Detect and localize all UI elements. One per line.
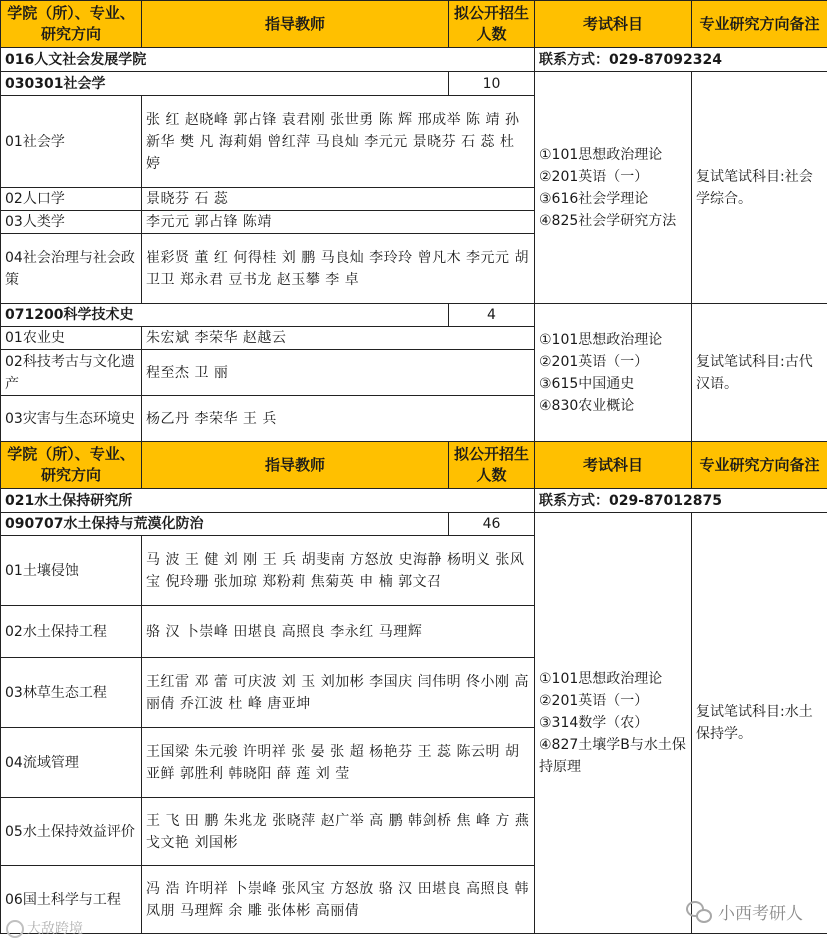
direction-name: 05水土保持效益评价 bbox=[1, 798, 142, 866]
header-exam-subjects: 考试科目 bbox=[535, 1, 692, 48]
direction-advisors: 马 波 王 健 刘 刚 王 兵 胡斐南 方怒放 史海静 杨明义 张风宝 倪玲珊 张加琼 郑粉莉 焦菊英 申 楠 郭文召 bbox=[142, 536, 535, 606]
major-quota: 10 bbox=[449, 72, 535, 96]
major-quota: 4 bbox=[449, 304, 535, 327]
college-name: 021水土保持研究所 bbox=[1, 489, 535, 513]
exam-subject: ③616社会学理论 bbox=[539, 190, 649, 207]
exam-subject: ①101思想政治理论 bbox=[539, 671, 663, 687]
direction-name: 01社会学 bbox=[1, 96, 142, 188]
header-college-major: 学院（所）、专业、研究方向 bbox=[1, 442, 142, 489]
wechat-icon bbox=[686, 901, 712, 923]
direction-advisors: 王国梁 朱元骏 许明祥 张 晏 张 超 杨艳芬 王 蕊 陈云明 胡亚鲜 郭胜利 韩晓阳 薛 莲 刘 莹 bbox=[142, 728, 535, 798]
major-name: 090707水土保持与荒漠化防治 bbox=[1, 513, 449, 536]
major-row bbox=[1, 72, 827, 96]
exam-subjects-cell bbox=[535, 72, 692, 304]
exam-subject: ②201英语（一） bbox=[539, 353, 649, 370]
notes-cell: 复试笔试科目:社会学综合。 bbox=[692, 72, 827, 304]
header-exam-subjects: 考试科目 bbox=[535, 442, 692, 489]
major-name: 030301社会学 bbox=[1, 72, 449, 96]
header-notes: 专业研究方向备注 bbox=[692, 1, 827, 48]
exam-subject: ②201英语（一） bbox=[539, 693, 649, 709]
direction-name: 04流域管理 bbox=[1, 728, 142, 798]
major-quota: 46 bbox=[449, 513, 535, 536]
watermark-left bbox=[6, 918, 83, 938]
watermark-right-text: 小西考研人 bbox=[718, 904, 803, 924]
direction-name: 03林草生态工程 bbox=[1, 658, 142, 728]
college-name: 016人文社会发展学院 bbox=[1, 48, 535, 72]
table-header-row bbox=[1, 1, 827, 48]
direction-advisors: 骆 汉 卜崇峰 田堪良 高照良 李永红 马理辉 bbox=[142, 606, 535, 658]
direction-advisors: 李元元 郭占锋 陈靖 bbox=[142, 211, 535, 234]
direction-name: 03灾害与生态环境史 bbox=[1, 396, 142, 442]
major-row bbox=[1, 304, 827, 327]
direction-name: 04社会治理与社会政策 bbox=[1, 234, 142, 304]
header-quota: 拟公开招生人数 bbox=[449, 1, 535, 48]
direction-name: 02水土保持工程 bbox=[1, 606, 142, 658]
notes-cell: 复试笔试科目:水土保持学。 bbox=[692, 513, 827, 934]
header-advisors: 指导教师 bbox=[142, 1, 449, 48]
header-quota: 拟公开招生人数 bbox=[449, 442, 535, 489]
header-college-major: 学院（所）、专业、研究方向 bbox=[1, 1, 142, 48]
direction-name: 01农业史 bbox=[1, 327, 142, 350]
major-row bbox=[1, 513, 827, 536]
direction-name: 01土壤侵蚀 bbox=[1, 536, 142, 606]
exam-subject: ①101思想政治理论 bbox=[539, 331, 663, 348]
direction-advisors: 朱宏斌 李荣华 赵越云 bbox=[142, 327, 535, 350]
exam-subjects-cell bbox=[535, 304, 692, 442]
watermark-logo-icon bbox=[6, 920, 24, 938]
exam-subject: ③615中国通史 bbox=[539, 375, 635, 392]
direction-advisors: 王 飞 田 鹏 朱兆龙 张晓萍 赵广举 高 鹏 韩剑桥 焦 峰 方 燕 戈文艳 刘国彬 bbox=[142, 798, 535, 866]
table-header-row bbox=[1, 442, 827, 489]
watermark-right bbox=[686, 899, 803, 924]
direction-name: 03人类学 bbox=[1, 211, 142, 234]
direction-advisors: 程至杰 卫 丽 bbox=[142, 350, 535, 396]
exam-subject: ①101思想政治理论 bbox=[539, 146, 663, 163]
college-contact: 联系方式：029-87012875 bbox=[535, 489, 827, 513]
college-row bbox=[1, 489, 827, 513]
college-contact: 联系方式：029-87092324 bbox=[535, 48, 827, 72]
exam-subjects-cell bbox=[535, 513, 692, 934]
header-notes: 专业研究方向备注 bbox=[692, 442, 827, 489]
direction-name: 02科技考古与文化遗产 bbox=[1, 350, 142, 396]
direction-advisors: 崔彩贤 董 红 何得桂 刘 鹏 马良灿 李玲玲 曾凡木 李元元 胡卫卫 郑永君 豆书龙 赵玉攀 李 卓 bbox=[142, 234, 535, 304]
direction-advisors: 杨乙丹 李荣华 王 兵 bbox=[142, 396, 535, 442]
header-advisors: 指导教师 bbox=[142, 442, 449, 489]
exam-subject: ②201英语（一） bbox=[539, 168, 649, 185]
watermark-left-text: 大敌跨境 bbox=[27, 921, 83, 937]
college-row bbox=[1, 48, 827, 72]
direction-advisors: 王红雷 邓 蕾 可庆波 刘 玉 刘加彬 李国庆 闫伟明 佟小刚 高丽倩 乔江波 杜 峰 唐亚坤 bbox=[142, 658, 535, 728]
exam-subject: ④825社会学研究方法 bbox=[539, 212, 677, 229]
direction-advisors: 冯 浩 许明祥 卜崇峰 张风宝 方怒放 骆 汉 田堪良 高照良 韩凤朋 马理辉 余 雕 张体彬 高丽倩 bbox=[142, 866, 535, 934]
direction-name: 02人口学 bbox=[1, 188, 142, 211]
exam-subject: ④830农业概论 bbox=[539, 397, 635, 414]
direction-name: 06国土科学与工程 bbox=[1, 866, 142, 934]
exam-subject: ④827土壤学B与水土保持原理 bbox=[539, 737, 686, 775]
direction-advisors: 张 红 赵晓峰 郭占锋 袁君刚 张世勇 陈 辉 邢成举 陈 靖 孙新华 樊 凡 海莉娟 曾红萍 马良灿 李元元 景晓芬 石 蕊 杜 婷 bbox=[142, 96, 535, 188]
direction-advisors: 景晓芬 石 蕊 bbox=[142, 188, 535, 211]
notes-cell: 复试笔试科目:古代汉语。 bbox=[692, 304, 827, 442]
major-name: 071200科学技术史 bbox=[1, 304, 449, 327]
exam-subject: ③314数学（农） bbox=[539, 715, 649, 731]
